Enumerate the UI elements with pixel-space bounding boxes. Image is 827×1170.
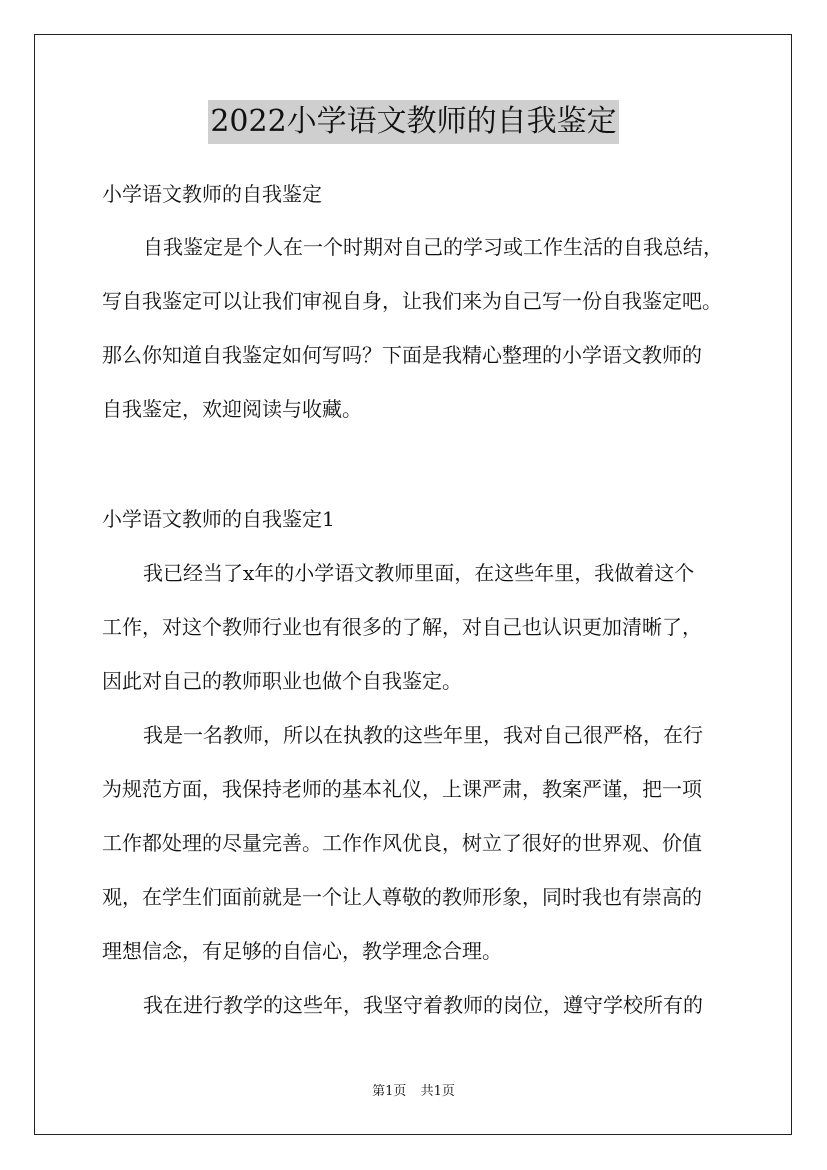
- title-container: [0, 100, 827, 144]
- paragraph-line: 自我鉴定，欢迎阅读与收藏。: [102, 397, 362, 421]
- paragraph-line: 工作，对这个教师行业也有很多的了解，对自己也认识更加清晰了，: [102, 615, 702, 639]
- section-heading: 小学语文教师的自我鉴定: [102, 182, 322, 206]
- paragraph-line: 我是一名教师，所以在执教的这些年里，我对自己很严格，在行: [143, 723, 703, 747]
- page-number: 第1页: [372, 1084, 407, 1099]
- paragraph-line: 我在进行教学的这些年，我坚守着教师的岗位，遵守学校所有的: [143, 993, 703, 1017]
- paragraph-line: 那么你知道自我鉴定如何写吗？下面是我精心整理的小学语文教师的: [102, 343, 702, 367]
- paragraph-line: 工作都处理的尽量完善。工作作风优良，树立了很好的世界观、价值: [102, 831, 702, 855]
- section-heading: 小学语文教师的自我鉴定1: [102, 507, 335, 531]
- paragraph-line: 理想信念，有足够的自信心，教学理念合理。: [102, 939, 502, 963]
- paragraph-line: 观，在学生们面前就是一个让人尊敬的教师形象，同时我也有崇高的: [102, 885, 702, 909]
- paragraph-line: 我已经当了x年的小学语文教师里面，在这些年里，我做着这个: [143, 561, 695, 585]
- paragraph-line: 写自我鉴定可以让我们审视自身，让我们来为自己写一份自我鉴定吧。: [102, 289, 722, 313]
- document-title: 2022小学语文教师的自我鉴定: [208, 100, 618, 144]
- paragraph-line: 自我鉴定是个人在一个时期对自己的学习或工作生活的自我总结，: [143, 235, 723, 259]
- paragraph-line: 为规范方面，我保持老师的基本礼仪，上课严肃，教案严谨，把一项: [102, 777, 702, 801]
- page-total: 共1页: [420, 1084, 455, 1099]
- page-footer: [0, 1083, 827, 1101]
- paragraph-line: 因此对自己的教师职业也做个自我鉴定。: [102, 669, 462, 693]
